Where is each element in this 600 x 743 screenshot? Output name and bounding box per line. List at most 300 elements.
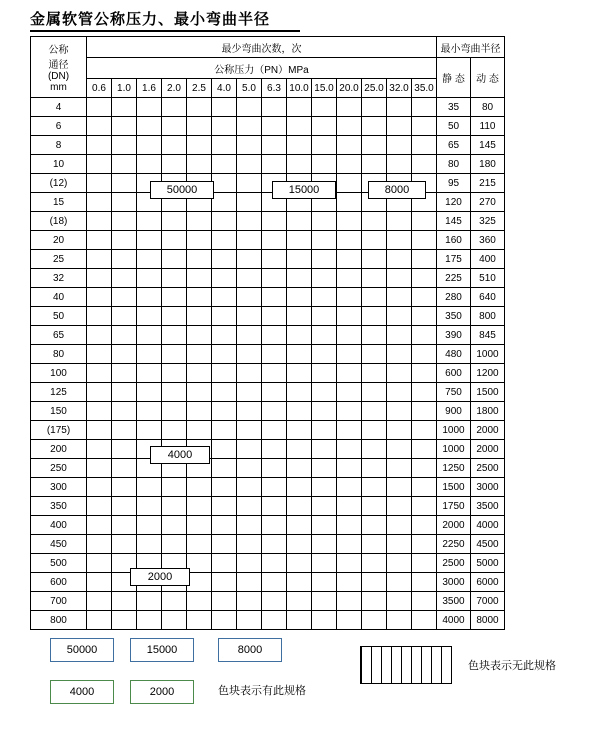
cell-6-7: [262, 212, 287, 231]
dynamic-radius: 325: [471, 212, 505, 231]
table-row: [31, 611, 505, 630]
cell-7-6: [237, 231, 262, 250]
cell-18-5: [212, 440, 237, 459]
cell-14-10: [337, 364, 362, 383]
cell-22-0: [87, 516, 112, 535]
cell-2-9: [312, 136, 337, 155]
cell-6-2: [137, 212, 162, 231]
cell-20-7: [262, 478, 287, 497]
cell-17-9: [312, 421, 337, 440]
cell-1-1: [112, 117, 137, 136]
dn-value: 800: [31, 611, 87, 630]
table-row: [31, 592, 505, 611]
cell-2-2: [137, 136, 162, 155]
bend-radius-header: 最小弯曲半径: [437, 37, 505, 58]
pressure-col-10: 20.0: [337, 79, 362, 98]
cell-1-2: [137, 117, 162, 136]
cell-19-6: [237, 459, 262, 478]
dynamic-radius: 180: [471, 155, 505, 174]
block-label-4000: 4000: [150, 446, 210, 464]
dn-header-line-0: 公称: [48, 45, 69, 56]
cell-23-6: [237, 535, 262, 554]
cell-6-0: [87, 212, 112, 231]
table-row: [31, 383, 505, 402]
table-row: [31, 497, 505, 516]
cell-12-6: [237, 326, 262, 345]
cell-16-6: [237, 402, 262, 421]
static-radius: 80: [437, 155, 471, 174]
cell-12-9: [312, 326, 337, 345]
cell-9-10: [337, 269, 362, 288]
cell-22-4: [187, 516, 212, 535]
cell-27-8: [287, 611, 312, 630]
pressure-col-0: 0.6: [87, 79, 112, 98]
pressure-header: 公称压力（PN）MPa: [87, 58, 437, 79]
cell-11-6: [237, 307, 262, 326]
cell-26-5: [212, 592, 237, 611]
cell-10-0: [87, 288, 112, 307]
cell-0-2: [137, 98, 162, 117]
cell-15-6: [237, 383, 262, 402]
cell-23-11: [362, 535, 387, 554]
cell-27-5: [212, 611, 237, 630]
cell-6-3: [162, 212, 187, 231]
cell-8-7: [262, 250, 287, 269]
cell-14-5: [212, 364, 237, 383]
cell-23-9: [312, 535, 337, 554]
dn-value: (18): [31, 212, 87, 231]
cell-27-11: [362, 611, 387, 630]
static-radius: 350: [437, 307, 471, 326]
cell-17-5: [212, 421, 237, 440]
static-radius: 35: [437, 98, 471, 117]
cell-18-1: [112, 440, 137, 459]
cell-11-1: [112, 307, 137, 326]
cell-6-5: [212, 212, 237, 231]
cell-26-10: [337, 592, 362, 611]
cell-2-11: [362, 136, 387, 155]
cell-24-8: [287, 554, 312, 573]
cell-2-10: [337, 136, 362, 155]
table-row: [31, 117, 505, 136]
dynamic-radius: 1000: [471, 345, 505, 364]
cell-21-0: [87, 497, 112, 516]
cell-1-11: [362, 117, 387, 136]
dynamic-header: 动 态: [471, 58, 505, 98]
table-row: [31, 136, 505, 155]
cell-15-10: [337, 383, 362, 402]
dn-header-line-2: (DN): [47, 71, 70, 82]
table-row: [31, 326, 505, 345]
cell-22-10: [337, 516, 362, 535]
cell-22-5: [212, 516, 237, 535]
cell-6-10: [337, 212, 362, 231]
cell-10-3: [162, 288, 187, 307]
cell-17-10: [337, 421, 362, 440]
dn-value: 125: [31, 383, 87, 402]
cell-12-11: [362, 326, 387, 345]
static-radius: 480: [437, 345, 471, 364]
cell-20-2: [137, 478, 162, 497]
cell-16-10: [337, 402, 362, 421]
pressure-col-1: 1.0: [112, 79, 137, 98]
cell-19-7: [262, 459, 287, 478]
cell-20-3: [162, 478, 187, 497]
cell-19-12: [387, 459, 412, 478]
cell-16-1: [112, 402, 137, 421]
cell-19-5: [212, 459, 237, 478]
static-radius: 1000: [437, 440, 471, 459]
dn-value: 600: [31, 573, 87, 592]
cell-2-4: [187, 136, 212, 155]
cell-9-5: [212, 269, 237, 288]
cell-18-13: [412, 440, 437, 459]
cell-1-4: [187, 117, 212, 136]
static-radius: 65: [437, 136, 471, 155]
cell-0-11: [362, 98, 387, 117]
cell-23-1: [112, 535, 137, 554]
cell-22-13: [412, 516, 437, 535]
cell-13-1: [112, 345, 137, 364]
cell-3-3: [162, 155, 187, 174]
cell-7-3: [162, 231, 187, 250]
cell-3-12: [387, 155, 412, 174]
cell-12-0: [87, 326, 112, 345]
cell-21-5: [212, 497, 237, 516]
cell-18-6: [237, 440, 262, 459]
cell-0-4: [187, 98, 212, 117]
cell-15-5: [212, 383, 237, 402]
cell-24-6: [237, 554, 262, 573]
cell-12-10: [337, 326, 362, 345]
cell-23-7: [262, 535, 287, 554]
cell-26-2: [137, 592, 162, 611]
legend-box-2000: 2000: [130, 680, 194, 704]
cell-17-13: [412, 421, 437, 440]
cell-24-5: [212, 554, 237, 573]
cell-17-2: [137, 421, 162, 440]
dynamic-radius: 510: [471, 269, 505, 288]
cell-10-7: [262, 288, 287, 307]
cell-2-5: [212, 136, 237, 155]
cell-14-0: [87, 364, 112, 383]
cell-16-0: [87, 402, 112, 421]
pressure-col-4: 2.5: [187, 79, 212, 98]
cell-1-10: [337, 117, 362, 136]
pressure-col-13: 35.0: [412, 79, 437, 98]
cell-9-0: [87, 269, 112, 288]
cell-18-10: [337, 440, 362, 459]
cell-8-3: [162, 250, 187, 269]
cell-8-12: [387, 250, 412, 269]
pressure-col-12: 32.0: [387, 79, 412, 98]
static-radius: 1000: [437, 421, 471, 440]
cell-12-2: [137, 326, 162, 345]
cell-15-9: [312, 383, 337, 402]
table-row: [31, 345, 505, 364]
pressure-col-9: 15.0: [312, 79, 337, 98]
cell-16-5: [212, 402, 237, 421]
static-radius: 390: [437, 326, 471, 345]
cell-23-0: [87, 535, 112, 554]
cell-1-5: [212, 117, 237, 136]
cell-9-2: [137, 269, 162, 288]
cell-12-1: [112, 326, 137, 345]
cell-23-13: [412, 535, 437, 554]
table-row: [31, 421, 505, 440]
cell-21-1: [112, 497, 137, 516]
dynamic-radius: 640: [471, 288, 505, 307]
cell-4-6: [237, 174, 262, 193]
cell-18-7: [262, 440, 287, 459]
cell-8-6: [237, 250, 262, 269]
cell-11-11: [362, 307, 387, 326]
cell-11-2: [137, 307, 162, 326]
cell-13-3: [162, 345, 187, 364]
static-radius: 225: [437, 269, 471, 288]
cell-7-4: [187, 231, 212, 250]
cell-26-11: [362, 592, 387, 611]
cell-3-8: [287, 155, 312, 174]
cell-12-8: [287, 326, 312, 345]
cell-6-13: [412, 212, 437, 231]
dn-value: 65: [31, 326, 87, 345]
cell-13-2: [137, 345, 162, 364]
static-radius: 120: [437, 193, 471, 212]
table-row: [31, 478, 505, 497]
cell-8-10: [337, 250, 362, 269]
table-header: [31, 37, 505, 98]
cell-7-0: [87, 231, 112, 250]
cell-13-6: [237, 345, 262, 364]
static-radius: 3500: [437, 592, 471, 611]
dn-value: 8: [31, 136, 87, 155]
cell-16-13: [412, 402, 437, 421]
cell-15-1: [112, 383, 137, 402]
cell-2-7: [262, 136, 287, 155]
block-label-2000: 2000: [130, 568, 190, 586]
cell-23-10: [337, 535, 362, 554]
cell-8-8: [287, 250, 312, 269]
cell-8-11: [362, 250, 387, 269]
cell-24-10: [337, 554, 362, 573]
dynamic-radius: 1500: [471, 383, 505, 402]
cell-20-12: [387, 478, 412, 497]
table-row: [31, 307, 505, 326]
cell-2-8: [287, 136, 312, 155]
cell-17-4: [187, 421, 212, 440]
cell-17-7: [262, 421, 287, 440]
dn-value: 32: [31, 269, 87, 288]
cell-22-1: [112, 516, 137, 535]
cell-3-7: [262, 155, 287, 174]
cell-17-3: [162, 421, 187, 440]
static-header: 静 态: [437, 58, 471, 98]
pressure-col-8: 10.0: [287, 79, 312, 98]
cell-1-3: [162, 117, 187, 136]
dn-header: [31, 37, 87, 98]
cell-23-4: [187, 535, 212, 554]
cell-27-12: [387, 611, 412, 630]
dn-value: 25: [31, 250, 87, 269]
cell-7-9: [312, 231, 337, 250]
cell-20-8: [287, 478, 312, 497]
cell-15-2: [137, 383, 162, 402]
cell-6-6: [237, 212, 262, 231]
cell-9-9: [312, 269, 337, 288]
cell-16-2: [137, 402, 162, 421]
static-radius: 900: [437, 402, 471, 421]
cell-2-0: [87, 136, 112, 155]
cell-10-6: [237, 288, 262, 307]
cell-23-5: [212, 535, 237, 554]
cell-10-4: [187, 288, 212, 307]
cell-3-2: [137, 155, 162, 174]
dynamic-radius: 270: [471, 193, 505, 212]
cell-17-0: [87, 421, 112, 440]
dn-value: 350: [31, 497, 87, 516]
cell-7-12: [387, 231, 412, 250]
cell-8-13: [412, 250, 437, 269]
legend: [30, 638, 570, 728]
cell-25-7: [262, 573, 287, 592]
cell-16-12: [387, 402, 412, 421]
dynamic-radius: 6000: [471, 573, 505, 592]
cell-10-1: [112, 288, 137, 307]
cell-21-8: [287, 497, 312, 516]
cell-18-8: [287, 440, 312, 459]
cell-16-11: [362, 402, 387, 421]
cell-3-6: [237, 155, 262, 174]
table-row: [31, 573, 505, 592]
table-row: [31, 269, 505, 288]
cell-17-1: [112, 421, 137, 440]
cell-27-13: [412, 611, 437, 630]
table-body: [31, 98, 505, 630]
cell-3-4: [187, 155, 212, 174]
dn-value: 15: [31, 193, 87, 212]
legend-no-spec-text: 色块表示无此规格: [468, 660, 556, 672]
cell-0-3: [162, 98, 187, 117]
dn-value: 6: [31, 117, 87, 136]
cell-10-13: [412, 288, 437, 307]
cell-24-7: [262, 554, 287, 573]
cell-26-8: [287, 592, 312, 611]
cell-15-4: [187, 383, 212, 402]
cell-20-9: [312, 478, 337, 497]
cell-18-9: [312, 440, 337, 459]
cell-4-10: [337, 174, 362, 193]
cell-1-8: [287, 117, 312, 136]
cell-26-6: [237, 592, 262, 611]
cell-3-0: [87, 155, 112, 174]
cell-22-2: [137, 516, 162, 535]
dn-value: 40: [31, 288, 87, 307]
cell-16-3: [162, 402, 187, 421]
dn-value: 250: [31, 459, 87, 478]
cell-24-0: [87, 554, 112, 573]
title-underline: [30, 30, 300, 32]
cell-11-0: [87, 307, 112, 326]
dynamic-radius: 1800: [471, 402, 505, 421]
cell-12-12: [387, 326, 412, 345]
dn-value: 4: [31, 98, 87, 117]
cell-26-0: [87, 592, 112, 611]
cell-14-13: [412, 364, 437, 383]
cell-27-2: [137, 611, 162, 630]
cell-9-13: [412, 269, 437, 288]
static-radius: 2000: [437, 516, 471, 535]
cell-22-11: [362, 516, 387, 535]
cell-8-9: [312, 250, 337, 269]
table-row: [31, 250, 505, 269]
static-radius: 1500: [437, 478, 471, 497]
dynamic-radius: 145: [471, 136, 505, 155]
block-label-50000: 50000: [150, 181, 214, 199]
dn-value: 20: [31, 231, 87, 250]
cell-13-10: [337, 345, 362, 364]
cell-8-2: [137, 250, 162, 269]
dn-value: 80: [31, 345, 87, 364]
cell-1-12: [387, 117, 412, 136]
cell-16-4: [187, 402, 212, 421]
cell-12-5: [212, 326, 237, 345]
cell-10-10: [337, 288, 362, 307]
cell-14-4: [187, 364, 212, 383]
dynamic-radius: 400: [471, 250, 505, 269]
cell-6-12: [387, 212, 412, 231]
cell-23-2: [137, 535, 162, 554]
pressure-col-3: 2.0: [162, 79, 187, 98]
spec-table: [30, 36, 505, 630]
cell-11-7: [262, 307, 287, 326]
cell-26-13: [412, 592, 437, 611]
cell-0-12: [387, 98, 412, 117]
dn-value: 50: [31, 307, 87, 326]
cell-9-1: [112, 269, 137, 288]
dynamic-radius: 110: [471, 117, 505, 136]
cell-22-9: [312, 516, 337, 535]
cell-20-4: [187, 478, 212, 497]
cell-21-10: [337, 497, 362, 516]
cell-10-11: [362, 288, 387, 307]
cell-26-4: [187, 592, 212, 611]
cell-24-4: [187, 554, 212, 573]
cell-14-11: [362, 364, 387, 383]
cell-15-7: [262, 383, 287, 402]
static-radius: 160: [437, 231, 471, 250]
cell-14-9: [312, 364, 337, 383]
cell-15-3: [162, 383, 187, 402]
cell-9-12: [387, 269, 412, 288]
block-label-15000: 15000: [272, 181, 336, 199]
cell-24-13: [412, 554, 437, 573]
table-row: [31, 174, 505, 193]
cell-26-3: [162, 592, 187, 611]
cell-24-11: [362, 554, 387, 573]
cell-11-8: [287, 307, 312, 326]
cell-19-8: [287, 459, 312, 478]
dynamic-radius: 215: [471, 174, 505, 193]
static-radius: 1250: [437, 459, 471, 478]
table-row: [31, 459, 505, 478]
static-radius: 600: [437, 364, 471, 383]
cell-13-12: [387, 345, 412, 364]
cell-26-12: [387, 592, 412, 611]
pressure-col-11: 25.0: [362, 79, 387, 98]
cell-22-7: [262, 516, 287, 535]
static-radius: 3000: [437, 573, 471, 592]
